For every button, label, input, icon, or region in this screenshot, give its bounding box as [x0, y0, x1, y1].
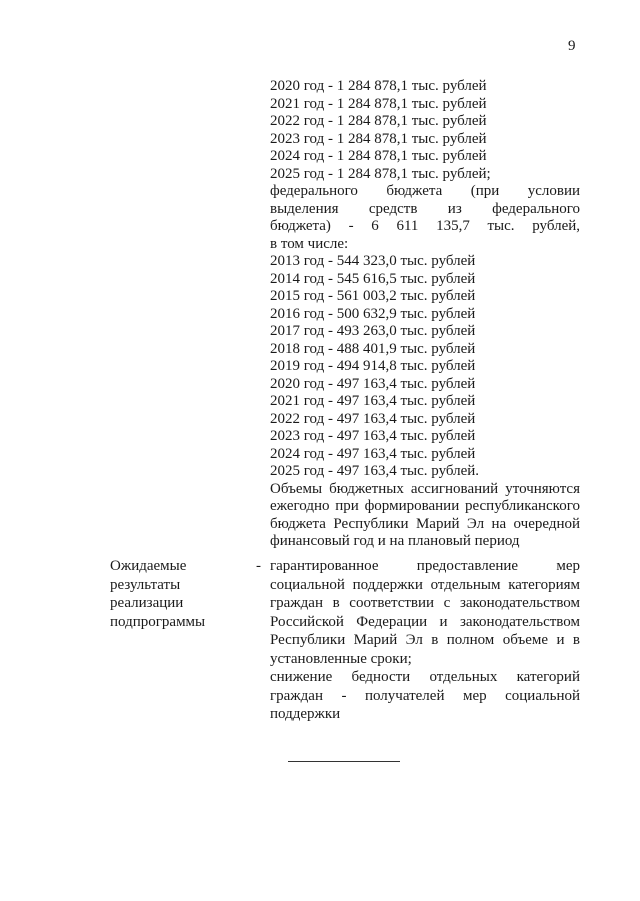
expected-result-item: гарантированное предоставление мер социальной поддержки отдельным категориям граждан в соответствии с законодательством Российской Федерации и законодательством Республики Марий Эл в полном объеме и в установленные сроки; [270, 558, 580, 667]
federal-budget-year: 2016 год - 500 632,9 тыс. рублей [270, 305, 476, 322]
federal-budget-year: 2025 год - 497 163,4 тыс. рублей. [270, 463, 480, 479]
federal-budget-line: выделения средств из федерального [270, 200, 580, 217]
federal-budget-year: 2024 год - 497 163,4 тыс. рублей [270, 445, 476, 462]
expected-result-item: снижение бедности отдельных категорий граждан - получателей мер социальной поддержки [270, 669, 580, 722]
federal-budget-total: бюджета) - 6 611 135,7 тыс. рублей, [270, 218, 580, 234]
federal-budget-year: 2015 год - 561 003,2 тыс. рублей [270, 288, 476, 304]
federal-budget-line: федерального бюджета (при условии [270, 183, 580, 199]
expected-results-text [270, 557, 580, 724]
republic-budget-year: 2024 год - 1 284 878,1 тыс. рублей [270, 148, 487, 164]
republic-budget-year: 2020 год - 1 284 878,1 тыс. рублей [270, 78, 487, 94]
federal-budget-year: 2019 год - 494 914,8 тыс. рублей [270, 358, 476, 374]
federal-budget-year: 2013 год - 544 323,0 тыс. рублей [270, 253, 476, 269]
federal-budget-year: 2014 год - 545 616,5 тыс. рублей [270, 270, 476, 287]
republic-budget-year: 2025 год - 1 284 878,1 тыс. рублей; [270, 165, 491, 182]
funding-column [270, 78, 580, 551]
federal-budget-year: 2017 год - 493 263,0 тыс. рублей [270, 323, 476, 339]
federal-budget-year: 2018 год - 488 401,9 тыс. рублей [270, 340, 476, 357]
federal-budget-year: 2020 год - 497 163,4 тыс. рублей [270, 375, 476, 392]
budget-note: Объемы бюджетных ассигнований уточняются ежегодно при формировании республиканского бюджета Республики Марий Эл на очередной финансовый год и на плановый период [270, 480, 580, 549]
expected-results-dash: - [256, 558, 261, 574]
republic-budget-year: 2023 год - 1 284 878,1 тыс. рублей [270, 130, 487, 147]
republic-budget-year: 2022 год - 1 284 878,1 тыс. рублей [270, 113, 487, 129]
page-number: 9 [568, 38, 576, 54]
federal-budget-year: 2023 год - 497 163,4 тыс. рублей [270, 428, 476, 444]
republic-budget-year: 2021 год - 1 284 878,1 тыс. рублей [270, 95, 487, 112]
federal-budget-year: 2022 год - 497 163,4 тыс. рублей [270, 410, 476, 427]
federal-budget-year: 2021 год - 497 163,4 тыс. рублей [270, 393, 476, 409]
end-rule [288, 761, 400, 762]
expected-results-label: Ожидаемые результаты реализации подпрограммы [110, 558, 206, 630]
federal-budget-including: в том числе: [270, 235, 349, 252]
